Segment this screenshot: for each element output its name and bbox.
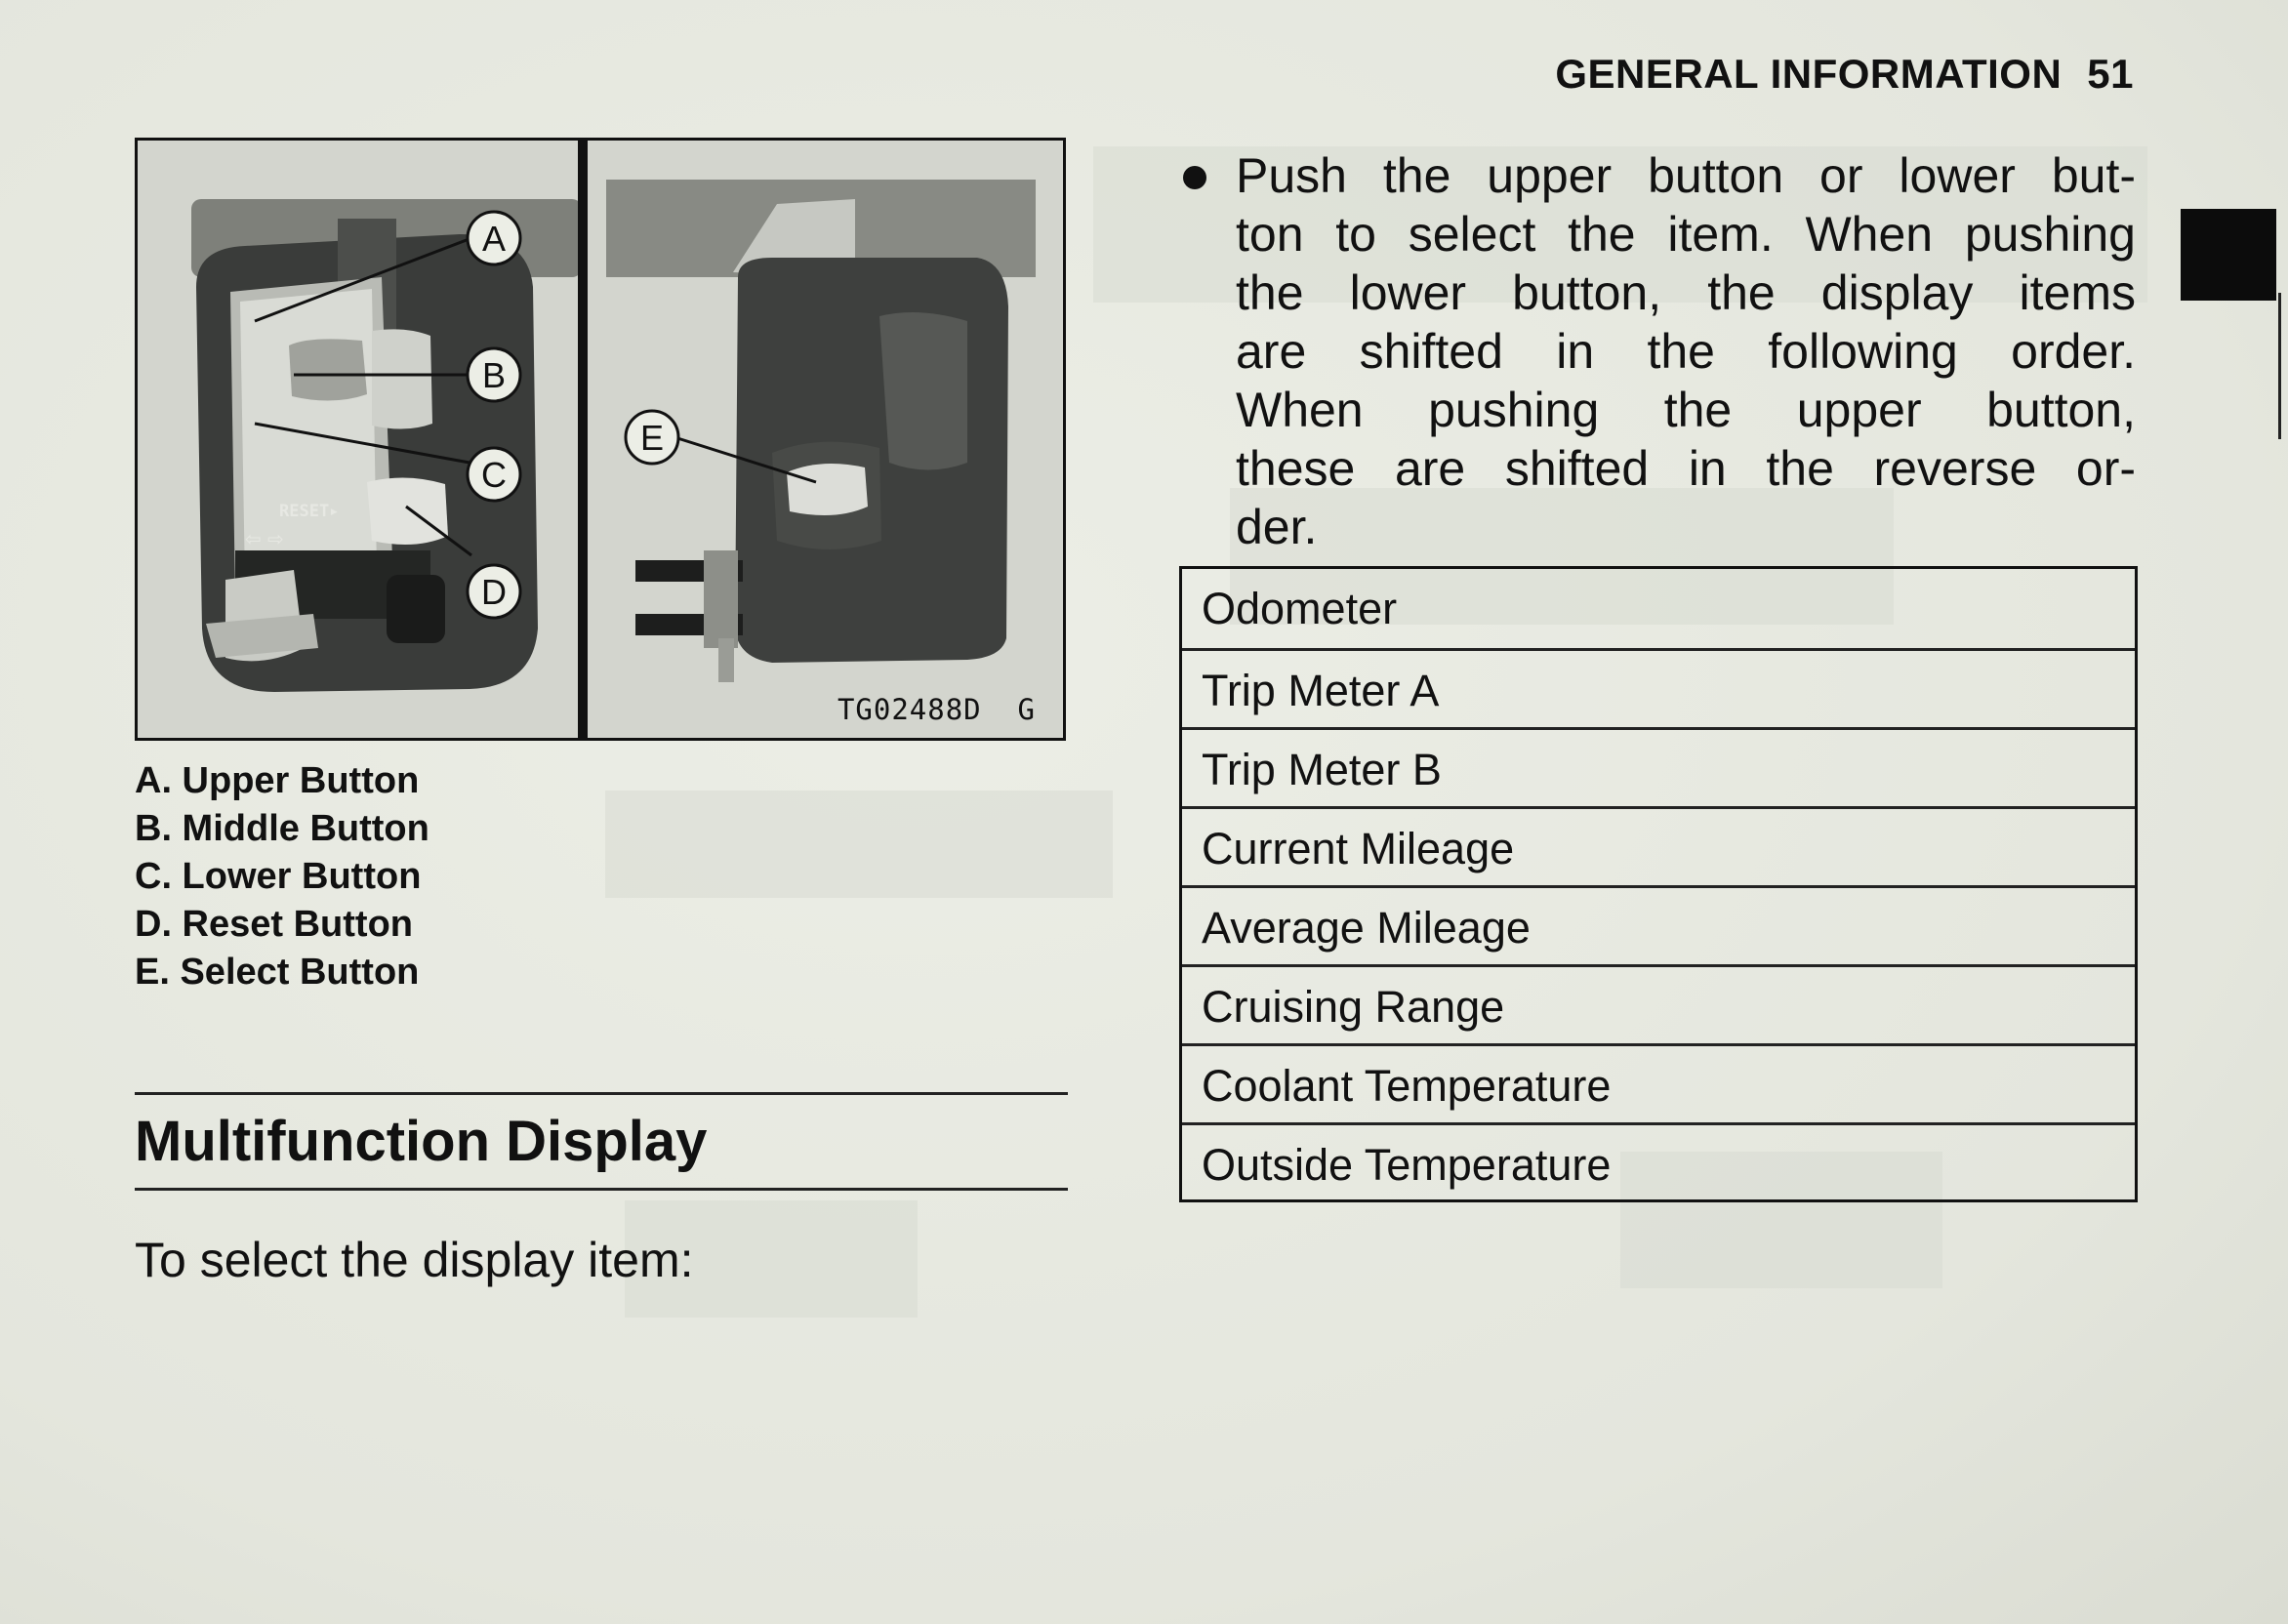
running-header [1555,51,2134,98]
reset-marking: RESET▸ [279,502,340,521]
display-order-table [1179,566,2138,1202]
instruction-line: these are shifted in the reverse or- [1236,441,2136,496]
switch-photo-drawing [138,141,1063,738]
bullet-dot [1183,166,1206,189]
table-row: Outside Temperature [1182,1122,2135,1201]
instruction-line: When pushing the upper button, [1236,383,2136,437]
legend-item: D. Reset Button [135,904,413,945]
left-switch-housing [191,199,582,692]
instruction-line: the lower button, the display items [1236,265,2136,320]
legend-item: C. Lower Button [135,856,422,897]
callout-a: A [481,219,507,259]
section-intro: To select the display item: [135,1233,694,1287]
bleed-through-shade [605,791,1113,898]
instruction-line: der. [1236,500,1318,554]
turn-arrows-marking: ⇦ ⇨ [245,527,284,550]
figure-legend [135,757,429,996]
figure-code: TG02488D G [837,693,1036,726]
table-row: Average Mileage [1182,885,2135,964]
instruction-line: are shifted in the following order. [1236,324,2136,379]
page-number: 51 [2087,51,2134,97]
legend-item: A. Upper Button [135,760,420,801]
section-rule-bottom [135,1188,1068,1191]
instruction-line: Push the upper button or lower but- [1236,148,2136,203]
section-title: Multifunction Display [135,1110,708,1173]
table-row: Trip Meter B [1182,727,2135,806]
switch-photo-figure [135,138,1066,741]
table-row: Cruising Range [1182,964,2135,1043]
table-row: Trip Meter A [1182,648,2135,727]
photo-divider [578,141,588,738]
instruction-line: ton to select the item. When pushing [1236,207,2136,262]
table-row: Odometer [1202,584,1398,633]
legend-item: E. Select Button [135,952,420,993]
header-section: GENERAL INFORMATION [1555,51,2063,97]
legend-item: B. Middle Button [135,808,429,849]
table-row: Coolant Temperature [1182,1043,2135,1122]
chapter-tab-mark [2181,209,2276,301]
callout-d: D [481,572,507,612]
section-rule-top [135,1092,1068,1095]
callout-b: B [481,355,507,395]
page-edge-line [2278,293,2281,439]
callout-e: E [639,418,665,458]
table-row: Current Mileage [1182,806,2135,885]
callout-c: C [481,455,507,495]
